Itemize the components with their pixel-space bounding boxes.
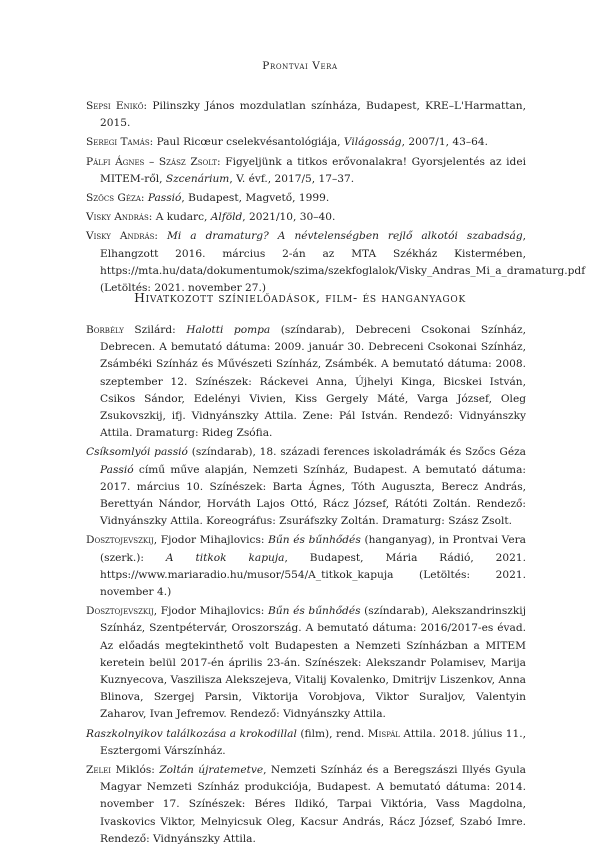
reference-entry: Csíksomlyói passió (színdarab), 18. századi ferences iskoladrámák és Szőcs Géza Passió című műve alapján, Nemzeti Színház, Budapest. A bemutató dátuma: 2017. március 10. Színészek: Barta Ágnes, Tóth Auguszta, Berecz András, Berettyán Nándor, Horváth Lajos Ottó, Rácz József, Rátóti Zoltán. Rendező: Vidnyánszky Attila. Koreográfus: Zsuráfszky Zoltán. Dramaturg: Szász Zsolt.	[86, 446, 527, 528]
reference-list-bottom	[86, 322, 526, 850]
reference-entry: Dosztojevszkij, Fjodor Mihajlovics: Bűn és bűnhődés (színdarab), Alekszandrinszkij Színház, Szentpétervár, Oroszország. A bemutató dátuma: 2016/2017-es évad. Az előadás megtekinthető volt Budapesten a Nemzeti Színházban a MITEM keretein belül 2017-én április 23-án. Színészek: Alekszandr Polamisev, Marija Kuznyecova, Vaszilisza Alekszejeva, Vitalij Kovalenko, Dmitrijv Liszenkov, Anna Blinova, Szergej Parsin, Viktorija Vorobjova, Viktor Suraljov, Valentyin Zaharov, Ivan Jefremov. Rendező: Vidnyánszky Attila.	[86, 605, 526, 721]
reference-list-top	[86, 98, 586, 299]
reference-entry: Raszkolnyikov találkozása a krokodillal (film), rend. Mispál Attila. 2018. július 11., Esztergomi Várszínház.	[86, 727, 526, 757]
section-heading: Hivatkozott színielőadások, film- és hanganyagok	[134, 290, 466, 305]
reference-entry: Szőcs Géza: Passió, Budapest, Magvető, 1999.	[86, 192, 330, 205]
reference-entry: Visky András: A kudarc, Alföld, 2021/10, 30–40.	[86, 211, 336, 224]
reference-entry: Zelei Miklós: Zoltán újratemetve, Nemzeti Színház és a Beregszászi Illyés Gyula Magyar Nemzeti Színház produkciója, Budapest. A bemutató dátuma: 2014. november 17. Színészek: Béres Ildikó, Tarpai Viktória, Vass Magdolna, Ivaskovics Viktor, Melnyicsuk Oleg, Kacsur András, Rácz József, Szabó Imre. Rendező: Vidnyánszky Attila.	[86, 764, 526, 845]
running-head: Prontvai Vera	[262, 60, 338, 72]
reference-entry: Visky András: Mi a dramaturg? A névtelenségben rejlő alkotói szabadság, Elhangzott 2016. március 2-án az MTA Székház Kistermében, https://mta.hu/data/dokumentumok/szima/szekfoglalok/Visky_Andras_Mi_a_dramaturg.pdf (Letöltés: 2021. november 27.)	[86, 230, 586, 295]
reference-entry: Sepsi Enikő: Pilinszky János mozdulatlan színháza, Budapest, KRE–L'Harmattan, 2015.	[86, 100, 526, 130]
reference-entry: Seregi Tamás: Paul Ricœur cselekvésantológiája, Világosság, 2007/1, 43–64.	[86, 136, 488, 149]
reference-entry: Pálfi Ágnes – Szász Zsolt: Figyeljünk a titkos erővonalakra! Gyorsjelentés az idei MITEM-ről, Szcenárium, V. évf., 2017/5, 17–37.	[86, 155, 526, 185]
reference-entry: Dosztojevszkij, Fjodor Mihajlovics: Bűn és bűnhődés (hanganyag), in Prontvai Vera (szerk.): A titkok kapuja, Budapest, Mária Rádió, 2021. https://www.mariaradio.hu/musor/554/A_titkok_kapuja (Letöltés: 2021. november 4.)	[86, 534, 526, 599]
reference-entry: Borbély Szilárd: Halotti pompa (színdarab), Debreceni Csokonai Színház, Debrecen. A bemutató dátuma: 2009. január 30. Debreceni Csokonai Színház, Zsámbéki Színház és Művészeti Színház, Zsámbék. A bemutató dátuma: 2008. szeptember 12. Színészek: Ráckevei Anna, Újhelyi Kinga, Bicskei István, Csikos Sándor, Edelényi Vivien, Kiss Gergely Máté, Varga József, Oleg Zsukovszkij, ifj. Vidnyánszky Attila. Zene: Pál István. Rendező: Vidnyánszky Attila. Dramaturg: Rideg Zsófia.	[86, 324, 526, 440]
